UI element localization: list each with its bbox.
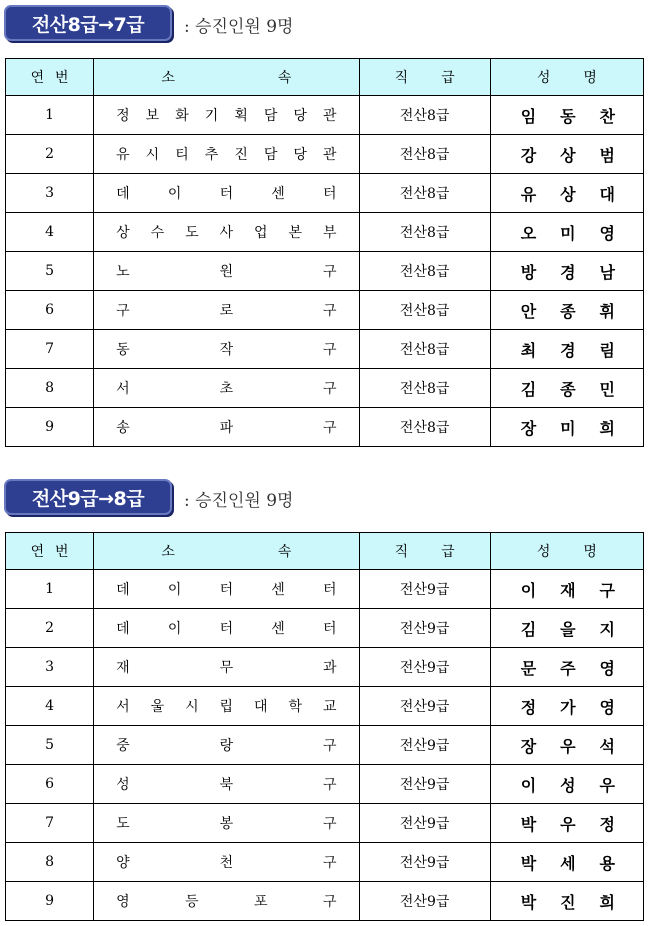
- department-name-char: 추: [204, 147, 219, 163]
- person-name-cell: [490, 291, 643, 330]
- person-name: [521, 695, 615, 718]
- person-name: [521, 338, 615, 361]
- table-row: [6, 291, 644, 330]
- row-number: 9: [6, 882, 94, 921]
- department-name: [116, 735, 336, 755]
- department-name: [116, 813, 336, 833]
- table-row: [6, 765, 644, 804]
- person-name-char: 최: [520, 340, 537, 360]
- department-name: [116, 339, 336, 359]
- department-name-char: 데: [116, 582, 130, 598]
- table-row: [6, 609, 644, 648]
- department-name-char: 구: [116, 303, 130, 319]
- person-name-cell: [490, 369, 643, 408]
- person-name-cell: [490, 765, 643, 804]
- department-name-char: 터: [219, 621, 234, 637]
- department-name-char: 정: [116, 108, 130, 124]
- header-char: 급: [441, 544, 455, 560]
- person-name-char: 대: [599, 184, 615, 204]
- person-name: [521, 773, 615, 796]
- person-name-char: 범: [599, 145, 615, 165]
- department-name-char: 등: [185, 894, 199, 910]
- table-row: [6, 135, 644, 174]
- department-name-char: 데: [116, 621, 130, 637]
- rank-cell: 전산9급: [359, 804, 490, 843]
- table-row: [6, 804, 644, 843]
- department-name-char: 성: [116, 777, 130, 793]
- person-name: [521, 182, 615, 205]
- department-name-char: 도: [116, 816, 130, 832]
- department-name-char: 센: [271, 582, 285, 598]
- person-name-cell: [490, 213, 643, 252]
- department-name-char: 재: [116, 660, 130, 676]
- department-cell: [94, 882, 359, 921]
- header-char: 속: [277, 70, 292, 86]
- department-name-char: 구: [323, 420, 337, 436]
- person-name-char: 김: [520, 619, 537, 639]
- header-char: 연: [30, 544, 45, 560]
- header-rank: [359, 533, 490, 570]
- department-name-char: 업: [254, 225, 268, 241]
- table-header-row: [6, 59, 644, 96]
- person-name-char: 지: [599, 619, 615, 639]
- row-number: 7: [6, 804, 94, 843]
- rank-cell: 전산9급: [359, 882, 490, 921]
- department-name-char: 북: [219, 777, 234, 793]
- department-name: [116, 852, 336, 872]
- rank-cell: 전산8급: [359, 369, 490, 408]
- person-name-cell: [490, 648, 643, 687]
- department-name-char: 대: [254, 699, 268, 715]
- department-cell: [94, 330, 359, 369]
- header-char: 명: [583, 544, 597, 560]
- department-name: [116, 579, 336, 599]
- department-cell: [94, 408, 359, 447]
- row-number: 9: [6, 408, 94, 447]
- table-row: [6, 96, 644, 135]
- header-no: [6, 59, 94, 96]
- person-name-char: 미: [560, 418, 576, 438]
- promotion-count: : 승진인원 9명: [184, 491, 294, 511]
- header-name: [490, 59, 643, 96]
- header-rank: [359, 59, 490, 96]
- rank-cell: 전산9급: [359, 570, 490, 609]
- person-name-char: 재: [560, 580, 576, 600]
- person-name-char: 박: [520, 814, 537, 834]
- row-number: 1: [6, 96, 94, 135]
- person-name: [521, 299, 615, 322]
- department-name: [116, 657, 336, 677]
- department-name-char: 터: [323, 621, 337, 637]
- department-name-char: 울: [150, 699, 165, 715]
- rank-cell: 전산9급: [359, 726, 490, 765]
- header-char: 직: [394, 544, 409, 560]
- department-name-char: 동: [116, 342, 130, 358]
- department-name-char: 노: [116, 264, 130, 280]
- department-name-char: 중: [116, 738, 130, 754]
- rank-cell: 전산9급: [359, 687, 490, 726]
- department-cell: [94, 648, 359, 687]
- department-name-char: 구: [322, 894, 337, 910]
- table-row: [6, 570, 644, 609]
- department-cell: [94, 291, 359, 330]
- department-name: [116, 183, 336, 203]
- person-name-char: 박: [520, 892, 537, 912]
- header-char: 소: [161, 544, 175, 560]
- department-name-char: 랑: [219, 738, 234, 754]
- department-name-char: 수: [150, 225, 165, 241]
- person-name-cell: [490, 408, 643, 447]
- promotion-count: : 승진인원 9명: [184, 17, 294, 37]
- header-dept: [94, 59, 359, 96]
- person-name-char: 방: [520, 262, 537, 282]
- person-name-char: 우: [560, 736, 576, 756]
- department-name-char: 과: [323, 660, 337, 676]
- department-cell: [94, 135, 359, 174]
- row-number: 8: [6, 369, 94, 408]
- person-name: [521, 890, 615, 913]
- header-char: 번: [55, 544, 69, 560]
- department-name-char: 구: [323, 816, 337, 832]
- person-name: [521, 221, 615, 244]
- person-name-char: 휘: [599, 301, 615, 321]
- department-name-char: 기: [204, 108, 219, 124]
- department-name-char: 원: [219, 264, 234, 280]
- person-name-cell: [490, 252, 643, 291]
- department-name-char: 관: [322, 108, 337, 124]
- table-row: [6, 726, 644, 765]
- department-name-char: 사: [219, 225, 234, 241]
- table-row: [6, 648, 644, 687]
- department-cell: [94, 843, 359, 882]
- row-number: 2: [6, 609, 94, 648]
- person-name-char: 을: [560, 619, 576, 639]
- person-name: [521, 656, 615, 679]
- department-name-char: 송: [116, 420, 130, 436]
- department-name-char: 터: [219, 186, 234, 202]
- department-name-char: 당: [293, 147, 307, 163]
- header-char: 번: [55, 70, 69, 86]
- department-name: [116, 300, 336, 320]
- person-name-cell: [490, 882, 643, 921]
- department-name: [116, 261, 336, 281]
- table-header-row: [6, 533, 644, 570]
- person-name-cell: [490, 843, 643, 882]
- department-name-char: 서: [116, 381, 130, 397]
- person-name-char: 용: [599, 853, 615, 873]
- rank-cell: 전산8급: [359, 291, 490, 330]
- person-name-char: 우: [599, 775, 615, 795]
- department-name-char: 센: [271, 186, 285, 202]
- table-row: [6, 882, 644, 921]
- department-name: [116, 891, 336, 911]
- rank-cell: 전산9급: [359, 843, 490, 882]
- person-name-cell: [490, 135, 643, 174]
- department-cell: [94, 609, 359, 648]
- person-name-cell: [490, 687, 643, 726]
- table-row: [6, 174, 644, 213]
- department-name-char: 획: [234, 108, 248, 124]
- rank-cell: 전산9급: [359, 648, 490, 687]
- person-name-char: 강: [520, 145, 537, 165]
- person-name: [521, 143, 615, 166]
- promotion-table: [5, 532, 644, 921]
- row-number: 4: [6, 213, 94, 252]
- department-cell: [94, 765, 359, 804]
- department-name-char: 담: [263, 108, 278, 124]
- person-name-char: 희: [599, 418, 615, 438]
- department-name: [116, 774, 336, 794]
- rank-cell: 전산8급: [359, 174, 490, 213]
- header-char: 소: [161, 70, 175, 86]
- department-name-char: 작: [219, 342, 234, 358]
- row-number: 3: [6, 648, 94, 687]
- person-name-char: 주: [560, 658, 576, 678]
- person-name-char: 가: [560, 697, 576, 717]
- department-name-char: 구: [323, 342, 337, 358]
- person-name-char: 희: [599, 892, 615, 912]
- department-name: [116, 417, 336, 437]
- person-name: [521, 416, 615, 439]
- person-name-char: 장: [520, 418, 537, 438]
- person-name-char: 김: [520, 379, 537, 399]
- department-name-char: 본: [288, 225, 302, 241]
- department-name-char: 무: [219, 660, 234, 676]
- person-name-char: 상: [560, 145, 576, 165]
- department-name-char: 초: [219, 381, 234, 397]
- department-name-char: 봉: [219, 816, 234, 832]
- person-name-char: 박: [520, 853, 537, 873]
- department-name-char: 구: [323, 738, 337, 754]
- row-number: 2: [6, 135, 94, 174]
- department-cell: [94, 369, 359, 408]
- department-cell: [94, 213, 359, 252]
- person-name: [521, 812, 615, 835]
- department-name-char: 티: [175, 147, 189, 163]
- rank-cell: 전산8급: [359, 330, 490, 369]
- row-number: 3: [6, 174, 94, 213]
- section-badge: 전산9급→8급: [4, 479, 172, 515]
- department-name-char: 터: [323, 582, 337, 598]
- person-name-char: 진: [560, 892, 576, 912]
- table-row: [6, 213, 644, 252]
- person-name-char: 경: [560, 340, 576, 360]
- department-name-char: 화: [175, 108, 189, 124]
- department-name: [116, 618, 336, 638]
- person-name-char: 영: [599, 223, 615, 243]
- person-name-char: 남: [599, 262, 615, 282]
- person-name: [521, 851, 615, 874]
- department-cell: [94, 687, 359, 726]
- department-name-char: 시: [145, 147, 160, 163]
- department-name-char: 파: [219, 420, 234, 436]
- person-name-char: 영: [599, 658, 615, 678]
- department-name-char: 부: [322, 225, 337, 241]
- row-number: 6: [6, 291, 94, 330]
- department-name-char: 진: [234, 147, 248, 163]
- person-name: [521, 617, 615, 640]
- person-name-cell: [490, 804, 643, 843]
- person-name: [521, 260, 615, 283]
- person-name-cell: [490, 174, 643, 213]
- department-cell: [94, 96, 359, 135]
- table-row: [6, 687, 644, 726]
- person-name-char: 성: [560, 775, 576, 795]
- section-badge: 전산8급→7급: [4, 5, 172, 41]
- department-name-char: 도: [185, 225, 199, 241]
- row-number: 1: [6, 570, 94, 609]
- person-name-char: 유: [520, 184, 537, 204]
- rank-cell: 전산9급: [359, 765, 490, 804]
- department-cell: [94, 174, 359, 213]
- department-name-char: 구: [323, 264, 337, 280]
- person-name-char: 구: [599, 580, 615, 600]
- header-char: 급: [441, 70, 455, 86]
- department-name-char: 이: [167, 621, 182, 637]
- department-name-char: 학: [288, 699, 302, 715]
- table-row: [6, 408, 644, 447]
- row-number: 6: [6, 765, 94, 804]
- person-name-char: 종: [560, 379, 576, 399]
- rank-cell: 전산8급: [359, 135, 490, 174]
- table-row: [6, 330, 644, 369]
- department-cell: [94, 804, 359, 843]
- department-name-char: 서: [116, 699, 130, 715]
- person-name-char: 우: [560, 814, 576, 834]
- department-name-char: 이: [167, 582, 182, 598]
- department-name-char: 교: [322, 699, 337, 715]
- department-name-char: 터: [323, 186, 337, 202]
- person-name-char: 정: [599, 814, 615, 834]
- person-name-char: 영: [599, 697, 615, 717]
- person-name-char: 오: [520, 223, 537, 243]
- row-number: 7: [6, 330, 94, 369]
- person-name-cell: [490, 726, 643, 765]
- person-name: [521, 734, 615, 757]
- row-number: 5: [6, 252, 94, 291]
- table-row: [6, 843, 644, 882]
- person-name-char: 세: [560, 853, 576, 873]
- rank-cell: 전산8급: [359, 213, 490, 252]
- rank-cell: 전산9급: [359, 609, 490, 648]
- rank-cell: 전산8급: [359, 252, 490, 291]
- person-name-char: 상: [560, 184, 576, 204]
- header-char: 성: [536, 70, 551, 86]
- person-name-cell: [490, 330, 643, 369]
- header-char: 성: [536, 544, 551, 560]
- department-name-char: 양: [116, 855, 130, 871]
- header-no: [6, 533, 94, 570]
- person-name-char: 장: [520, 736, 537, 756]
- person-name: [521, 578, 615, 601]
- rank-cell: 전산8급: [359, 408, 490, 447]
- department-name-char: 유: [116, 147, 130, 163]
- row-number: 5: [6, 726, 94, 765]
- person-name-char: 림: [599, 340, 615, 360]
- department-name: [116, 105, 336, 125]
- row-number: 8: [6, 843, 94, 882]
- department-name-char: 시: [185, 699, 199, 715]
- department-name-char: 당: [293, 108, 307, 124]
- header-char: 명: [583, 70, 597, 86]
- department-name-char: 영: [116, 894, 130, 910]
- person-name-char: 민: [599, 379, 615, 399]
- person-name-cell: [490, 96, 643, 135]
- person-name: [521, 104, 615, 127]
- person-name-cell: [490, 570, 643, 609]
- department-name-char: 이: [167, 186, 182, 202]
- header-name: [490, 533, 643, 570]
- person-name-char: 안: [520, 301, 537, 321]
- table-row: [6, 252, 644, 291]
- promotion-table: [5, 58, 644, 447]
- person-name-char: 동: [560, 106, 576, 126]
- table-row: [6, 369, 644, 408]
- department-name-char: 데: [116, 186, 130, 202]
- department-name-char: 구: [323, 381, 337, 397]
- person-name-char: 찬: [599, 106, 615, 126]
- department-name-char: 보: [145, 108, 160, 124]
- department-name-char: 구: [323, 303, 337, 319]
- department-name-char: 립: [219, 699, 234, 715]
- row-number: 4: [6, 687, 94, 726]
- department-cell: [94, 252, 359, 291]
- person-name: [521, 377, 615, 400]
- person-name-char: 이: [520, 580, 537, 600]
- department-name-char: 구: [323, 777, 337, 793]
- department-name-char: 센: [271, 621, 285, 637]
- person-name-char: 종: [560, 301, 576, 321]
- person-name-char: 임: [520, 106, 537, 126]
- person-name-char: 경: [560, 262, 576, 282]
- department-cell: [94, 726, 359, 765]
- person-name-cell: [490, 609, 643, 648]
- department-name: [116, 378, 336, 398]
- department-name: [116, 696, 336, 716]
- header-char: 직: [394, 70, 409, 86]
- department-name-char: 구: [323, 855, 337, 871]
- department-name: [116, 222, 336, 242]
- header-dept: [94, 533, 359, 570]
- person-name-char: 정: [520, 697, 537, 717]
- department-name-char: 포: [254, 894, 268, 910]
- person-name-char: 석: [599, 736, 615, 756]
- header-char: 연: [30, 70, 45, 86]
- department-name-char: 상: [116, 225, 130, 241]
- department-name-char: 담: [263, 147, 278, 163]
- person-name-char: 이: [520, 775, 537, 795]
- department-cell: [94, 570, 359, 609]
- person-name-char: 문: [520, 658, 537, 678]
- person-name-char: 미: [560, 223, 576, 243]
- department-name-char: 천: [219, 855, 234, 871]
- department-name-char: 터: [219, 582, 234, 598]
- header-char: 속: [277, 544, 292, 560]
- department-name-char: 관: [322, 147, 337, 163]
- rank-cell: 전산8급: [359, 96, 490, 135]
- department-name-char: 로: [219, 303, 234, 319]
- department-name: [116, 144, 336, 164]
